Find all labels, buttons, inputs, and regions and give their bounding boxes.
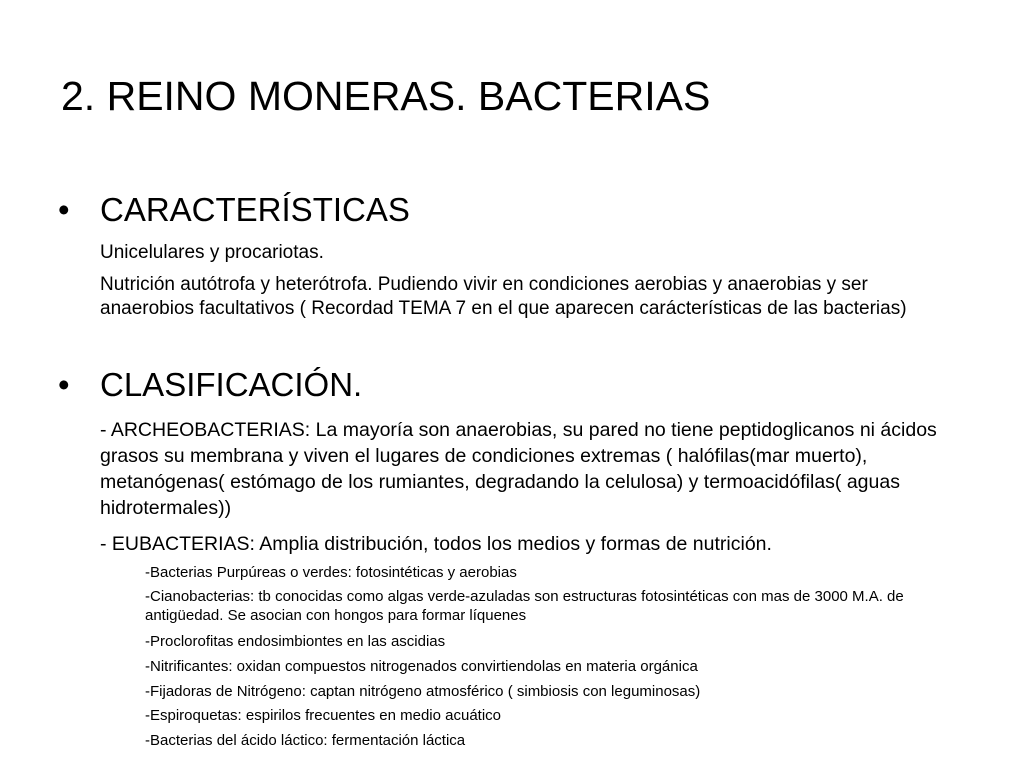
- bullet-dot-icon: •: [58, 366, 70, 403]
- section-heading-text: CARACTERÍSTICAS: [100, 191, 410, 228]
- list-item: -Nitrificantes: oxidan compuestos nitrogenados convirtiendolas en materia orgánica: [145, 658, 698, 675]
- list-item: -Proclorofitas endosimbiontes en las ascidias: [145, 633, 446, 650]
- list-item: -Bacterias Purpúreas o verdes: fotosintéticas y aerobias: [145, 564, 517, 581]
- list-item: -Fijadoras de Nitrógeno: captan nitrógeno atmosférico ( simbiosis con leguminosas): [145, 683, 701, 700]
- section-heading-caracteristicas: [58, 190, 410, 230]
- paragraph: - EUBACTERIAS: Amplia distribución, todos los medios y formas de nutrición.: [100, 533, 772, 555]
- paragraph: Unicelulares y procariotas.: [100, 242, 324, 263]
- slide-title: 2. REINO MONERAS. BACTERIAS: [61, 73, 711, 119]
- list-item: -Bacterias del ácido láctico: fermentación láctica: [145, 732, 466, 749]
- section-heading-clasificacion: [58, 365, 362, 405]
- list-item: -Cianobacterias: tb conocidas como algas verde-azuladas son estructuras fotosintéticas con mas de 3000 M.A. de antigüedad. Se asocian con hongos para formar líquenes: [145, 588, 904, 624]
- list-item: -Espiroquetas: espirilos frecuentes en medio acuático: [145, 707, 502, 724]
- bullet-dot-icon: •: [58, 191, 70, 228]
- section-heading-text: CLASIFICACIÓN.: [100, 366, 363, 403]
- paragraph: - ARCHEOBACTERIAS: La mayoría son anaerobias, su pared no tiene peptidoglicanos ni ácidos grasos su membrana y viven el lugares de condiciones extremas ( halófilas(mar muerto), metanógenas( estómago de los rumiantes, degradando la celulosa) y termoacidófilas( aguas hidrotermales)): [100, 419, 937, 519]
- paragraph: Nutrición autótrofa y heterótrofa. Pudiendo vivir en condiciones aerobias y anaerobias y ser anaerobios facultativos ( Recordad TEMA 7 en el que aparecen carácterísticas de las bacterias): [100, 274, 907, 319]
